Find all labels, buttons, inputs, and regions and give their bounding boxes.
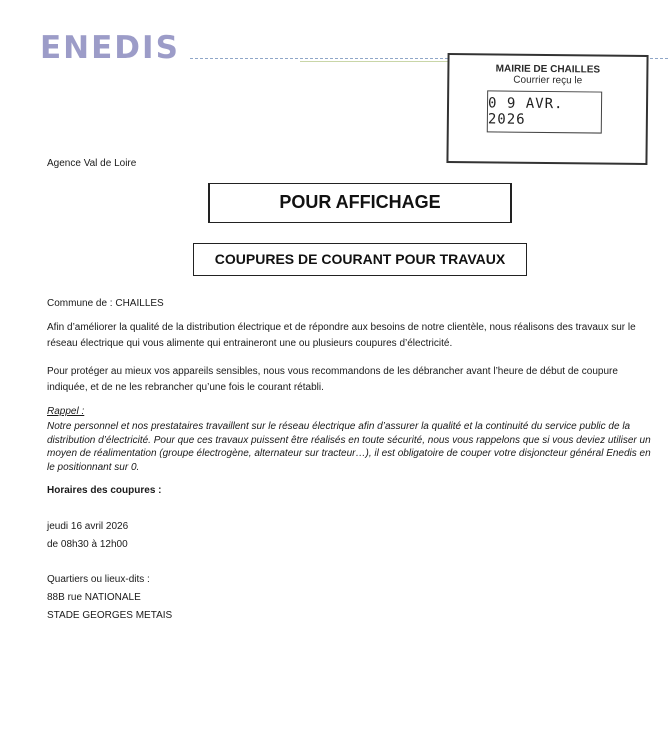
enedis-logo bbox=[40, 32, 190, 68]
stamp-title: MAIRIE DE CHAILLES bbox=[495, 63, 601, 76]
rappel-text: Notre personnel et nos prestataires travaillent sur le réseau électrique afin d’assurer la qualité et la continuité du service public de la distribution d’électricité. Pour que ces travaux puissent être réalisés en toute sécurité, nous vous rappelons que si vous deviez utiliser un moyen de réalimentation (groupe électrogène, alternateur sur tracteur…), il est obligatoire de couper votre disjoncteur général Enedis en le positionnant sur 0. bbox=[47, 421, 651, 473]
schedule-heading: Horaires des coupures : bbox=[47, 485, 162, 496]
stamp-date: 0 9 AVR. 2026 bbox=[487, 90, 602, 133]
reception-stamp bbox=[446, 53, 648, 165]
rappel-label: Rappel : bbox=[47, 406, 85, 417]
stamp-subtitle: Courrier reçu le bbox=[513, 74, 583, 87]
logo-text: ENEDIS bbox=[40, 30, 180, 66]
outage-time: de 08h30 à 12h00 bbox=[47, 539, 128, 550]
places-heading: Quartiers ou lieux-dits : bbox=[47, 574, 150, 585]
commune-line: Commune de : CHAILLES bbox=[47, 298, 164, 309]
place-item: STADE GEORGES METAIS bbox=[47, 610, 173, 621]
agency-name: Agence Val de Loire bbox=[47, 158, 137, 169]
intro-paragraph: Afin d’améliorer la qualité de la distribution électrique et de répondre aux besoins de notre clientèle, nous réalisons des travaux sur le réseau électrique qui vous alimente qui entraineront une ou plusieurs coupures d’électricité. bbox=[47, 322, 636, 349]
advice-paragraph: Pour protéger au mieux vos appareils sensibles, nous vous recommandons de les débrancher avant l’heure de début de coupure indiquée, et de ne les rebrancher qu’une fois le courant rétabli. bbox=[47, 366, 618, 393]
main-title: POUR AFFICHAGE bbox=[208, 183, 512, 223]
place-item: 88B rue NATIONALE bbox=[47, 592, 141, 603]
outage-date: jeudi 16 avril 2026 bbox=[47, 521, 129, 532]
sub-title: COUPURES DE COURANT POUR TRAVAUX bbox=[193, 243, 527, 276]
